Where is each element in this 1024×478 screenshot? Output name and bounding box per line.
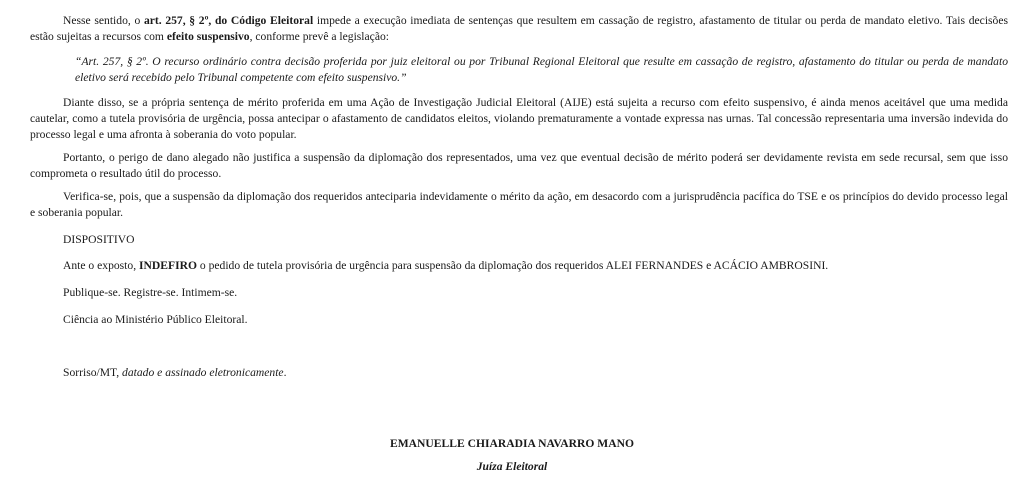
closing-place: Sorriso/MT, (63, 366, 123, 379)
section-heading-dispositivo: DISPOSITIVO (63, 233, 135, 246)
decision-text-c: o pedido de tutela provisória de urgência para suspensão da diplomação dos requeridos ALEI FERNANDES e ACÁCIO AMBROSINI. (196, 259, 829, 272)
paragraph-verifica: Verifica-se, pois, que a suspensão da diplomação dos requeridos anteciparia indevidamente o mérito da ação, em desacordo com a jurisprudência pacífica do TSE e os princípios do devido processo legal e soberania popular. (30, 190, 1008, 219)
paragraph-aije: Diante disso, se a própria sentença de mérito proferida em uma Ação de Investigação Judicial Eleitoral (AIJE) está sujeita a recurso com efeito suspensivo, é ainda menos aceitável que uma medida cautelar, como a tutela provisória de urgência, possa antecipar o afastamento de candidatos eleitos, violando prematuramente a vontade expressa nas urnas. Tal concessão representaria uma inversão indevida do processo legal e uma afronta à soberania do voto popular. (30, 96, 1008, 141)
decision-paragraph (63, 258, 828, 274)
decision-bold-indefiro: INDEFIRO (139, 259, 197, 272)
closing-end: . (283, 366, 287, 379)
legal-quote: “Art. 257, § 2º. O recurso ordinário contra decisão proferida por juiz eleitoral ou por Tribunal Regional Eleitoral que resulte em cassação de registro, afastamento do titular ou perda de mandato eletivo será recebido pelo Tribunal competente com efeito suspensivo.” (75, 55, 1008, 84)
ciencia-line: Ciência ao Ministério Público Eleitoral. (63, 313, 248, 326)
p1-text-c: impede a execução imediata de sentenças que resultem em cassação de registro, afastamento de titular ou perda de mandato eletivo. Tais decisões estão sujeitas a recursos com (30, 14, 1009, 43)
signature-title: Juíza Eleitoral (476, 460, 548, 473)
paragraph-art-257 (30, 13, 1008, 45)
paragraph-perigo-dano: Portanto, o perigo de dano alegado não justifica a suspensão da diplomação dos representados, uma vez que eventual decisão de mérito poderá ser devidamente revista em sede recursal, sem que isso comprometa o resultado útil do processo. (30, 151, 1008, 180)
closing-line (63, 365, 286, 381)
p1-bold-article: art. 257, § 2º, do Código Eleitoral (143, 14, 314, 27)
closing-note: datado e assinado eletronicamente (122, 366, 284, 379)
publique-line: Publique-se. Registre-se. Intimem-se. (63, 286, 238, 299)
p1-text-a: Nesse sentido, o (63, 14, 144, 27)
p1-bold-efeito: efeito suspensivo (166, 30, 250, 43)
decision-text-a: Ante o exposto, (63, 259, 139, 272)
signature-name: EMANUELLE CHIARADIA NAVARRO MANO (389, 437, 635, 450)
p1-text-d: , conforme prevê a legislação: (249, 30, 389, 43)
